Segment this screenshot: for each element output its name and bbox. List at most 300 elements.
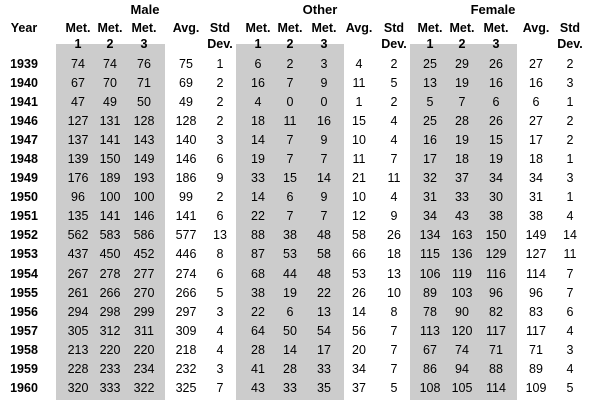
other-met1-cell: 68 <box>251 266 265 281</box>
female-met2-cell: 37 <box>455 171 469 186</box>
male-met3-cell: 277 <box>133 266 155 281</box>
male-avg-cell: 446 <box>175 247 197 262</box>
male-met3-cell: 270 <box>133 285 155 300</box>
other-avg-cell: 10 <box>352 190 366 205</box>
table-row <box>0 265 600 284</box>
year-cell: 1940 <box>10 76 38 91</box>
male-avg-cell: 75 <box>179 57 193 71</box>
header-male-std: Std Dev. <box>207 21 233 51</box>
other-std-cell: 4 <box>390 133 398 148</box>
male-met3-cell: 128 <box>133 114 155 129</box>
male-met1-cell: 137 <box>67 133 89 148</box>
other-avg-cell: 20 <box>352 342 366 357</box>
male-met3-cell: 322 <box>133 380 155 395</box>
female-avg-cell: 117 <box>526 323 546 338</box>
female-std-cell: 3 <box>566 76 574 91</box>
male-met2-cell: 49 <box>103 95 117 110</box>
female-std-cell: 1 <box>566 152 574 167</box>
male-met3-cell: 100 <box>133 190 155 205</box>
other-avg-cell: 10 <box>352 133 366 148</box>
year-cell: 1948 <box>10 152 38 167</box>
male-met1-cell: 213 <box>67 342 89 357</box>
male-met1-cell: 562 <box>67 228 89 243</box>
other-avg-cell: 53 <box>352 266 366 281</box>
male-met3-cell: 143 <box>133 133 155 148</box>
other-met3-cell: 9 <box>320 133 328 148</box>
other-met2-cell: 6 <box>286 304 294 319</box>
table-row <box>0 379 600 398</box>
year-cell: 1956 <box>10 304 38 319</box>
header-male-met1: Met. 1 <box>65 21 91 51</box>
male-met3-cell: 146 <box>133 209 155 224</box>
table-row <box>0 245 600 264</box>
table-row <box>0 284 600 303</box>
female-met1-cell: 89 <box>423 285 437 300</box>
other-met1-cell: 14 <box>251 190 265 205</box>
male-met1-cell: 47 <box>71 95 85 110</box>
female-met1-cell: 134 <box>419 228 441 243</box>
female-met1-cell: 115 <box>420 247 440 262</box>
other-avg-cell: 58 <box>352 228 366 243</box>
male-std-cell: 3 <box>216 133 224 148</box>
male-std-cell: 4 <box>216 323 224 338</box>
other-met1-cell: 64 <box>251 323 265 338</box>
group-male-header: Male <box>130 2 160 17</box>
female-met1-cell: 31 <box>423 190 437 205</box>
female-met3-cell: 26 <box>489 57 503 71</box>
male-std-cell: 2 <box>216 95 224 110</box>
female-met1-cell: 67 <box>423 342 437 357</box>
male-std-cell: 5 <box>216 285 224 300</box>
male-avg-cell: 266 <box>175 285 197 300</box>
female-met1-cell: 113 <box>420 323 440 338</box>
other-std-cell: 10 <box>387 285 401 300</box>
male-avg-cell: 577 <box>175 228 197 243</box>
year-cell: 1957 <box>10 323 38 338</box>
female-std-cell: 4 <box>566 361 574 376</box>
table-row <box>0 112 600 131</box>
table-row <box>0 169 600 188</box>
female-met2-cell: 43 <box>455 209 469 224</box>
year-cell: 1939 <box>10 57 38 71</box>
male-std-cell: 9 <box>216 171 224 186</box>
female-std-cell: 1 <box>566 190 574 205</box>
header-female-met2: Met. 2 <box>449 21 475 51</box>
header-other-std: Std Dev. <box>381 21 407 51</box>
male-avg-cell: 49 <box>179 95 193 110</box>
male-std-cell: 1 <box>216 57 224 71</box>
other-avg-cell: 4 <box>355 57 363 71</box>
other-met1-cell: 28 <box>251 342 265 357</box>
male-std-cell: 2 <box>216 190 224 205</box>
male-met1-cell: 305 <box>67 323 89 338</box>
year-cell: 1949 <box>10 171 38 186</box>
other-met2-cell: 53 <box>283 247 297 262</box>
female-avg-cell: 96 <box>529 285 543 300</box>
male-met3-cell: 76 <box>137 57 151 71</box>
other-avg-cell: 66 <box>352 247 366 262</box>
female-met1-cell: 13 <box>423 76 437 91</box>
male-met1-cell: 437 <box>67 247 89 262</box>
female-avg-cell: 27 <box>529 57 543 71</box>
female-met2-cell: 120 <box>451 323 473 338</box>
female-std-cell: 14 <box>563 228 577 243</box>
year-cell: 1946 <box>10 114 38 129</box>
male-met2-cell: 70 <box>103 76 117 91</box>
other-std-cell: 7 <box>390 323 398 338</box>
male-avg-cell: 128 <box>175 114 197 129</box>
female-met3-cell: 6 <box>492 95 500 110</box>
other-met1-cell: 22 <box>251 304 265 319</box>
other-met3-cell: 16 <box>317 114 331 129</box>
other-met1-cell: 16 <box>251 76 265 91</box>
year-cell: 1954 <box>10 266 38 281</box>
year-header: Year <box>10 21 38 35</box>
table-row <box>0 74 600 93</box>
female-met3-cell: 150 <box>485 228 507 243</box>
male-met1-cell: 67 <box>71 76 85 91</box>
female-met2-cell: 19 <box>455 133 469 148</box>
other-met2-cell: 7 <box>286 152 294 167</box>
year-cell: 1941 <box>10 95 38 110</box>
male-met3-cell: 234 <box>133 361 155 376</box>
female-met2-cell: 74 <box>455 342 469 357</box>
male-met2-cell: 233 <box>99 361 121 376</box>
female-met3-cell: 38 <box>489 209 503 224</box>
table-row <box>0 55 600 74</box>
female-avg-cell: 27 <box>529 114 543 129</box>
group-female-header: Female <box>470 2 516 17</box>
other-avg-cell: 1 <box>355 95 363 110</box>
male-std-cell: 6 <box>216 152 224 167</box>
female-std-cell: 4 <box>566 323 574 338</box>
male-met2-cell: 298 <box>99 304 121 319</box>
male-avg-cell: 146 <box>175 152 197 167</box>
male-met3-cell: 220 <box>133 342 155 357</box>
male-avg-cell: 218 <box>175 342 197 357</box>
other-met3-cell: 54 <box>317 323 331 338</box>
male-met2-cell: 74 <box>103 57 117 71</box>
header-female-met1: Met. 1 <box>417 21 443 51</box>
header-male-met3: Met. 3 <box>131 21 157 51</box>
other-avg-cell: 15 <box>352 114 366 129</box>
male-std-cell: 13 <box>213 228 227 243</box>
other-met3-cell: 17 <box>317 342 331 357</box>
other-met1-cell: 6 <box>254 57 262 71</box>
other-met3-cell: 9 <box>320 190 328 205</box>
other-met3-cell: 7 <box>320 209 328 224</box>
male-met1-cell: 320 <box>67 380 89 395</box>
other-std-cell: 18 <box>387 247 401 262</box>
header-female-avg: Avg. <box>522 21 550 35</box>
other-met1-cell: 19 <box>251 152 265 167</box>
year-cell: 1958 <box>10 342 38 357</box>
male-met1-cell: 261 <box>67 285 89 300</box>
year-cell: 1951 <box>10 209 38 224</box>
male-avg-cell: 309 <box>175 323 197 338</box>
male-std-cell: 3 <box>216 361 224 376</box>
female-met2-cell: 90 <box>455 304 469 319</box>
female-met2-cell: 103 <box>451 285 473 300</box>
male-avg-cell: 69 <box>179 76 193 91</box>
female-met2-cell: 29 <box>455 57 469 71</box>
female-avg-cell: 16 <box>529 76 543 91</box>
female-std-cell: 7 <box>566 266 574 281</box>
other-std-cell: 7 <box>390 361 398 376</box>
male-std-cell: 7 <box>216 380 224 395</box>
female-std-cell: 4 <box>566 209 574 224</box>
header-other-met2: Met. 2 <box>277 21 303 51</box>
female-met2-cell: 19 <box>455 76 469 91</box>
female-met3-cell: 129 <box>485 247 507 262</box>
male-std-cell: 6 <box>216 266 224 281</box>
male-std-cell: 2 <box>216 76 224 91</box>
female-met3-cell: 71 <box>489 342 503 357</box>
female-met1-cell: 106 <box>419 266 441 281</box>
other-avg-cell: 11 <box>352 152 366 167</box>
female-avg-cell: 34 <box>529 171 543 186</box>
male-met1-cell: 96 <box>71 190 85 205</box>
male-avg-cell: 141 <box>175 209 197 224</box>
other-met2-cell: 7 <box>286 76 294 91</box>
year-cell: 1959 <box>10 361 38 376</box>
other-std-cell: 5 <box>390 76 398 91</box>
other-avg-cell: 26 <box>352 285 366 300</box>
female-std-cell: 7 <box>566 285 574 300</box>
female-met3-cell: 96 <box>489 285 503 300</box>
year-cell: 1953 <box>10 247 38 262</box>
male-std-cell: 3 <box>216 304 224 319</box>
header-other-avg: Avg. <box>345 21 373 35</box>
male-met2-cell: 312 <box>99 323 121 338</box>
female-met3-cell: 19 <box>489 152 503 167</box>
male-met1-cell: 127 <box>67 114 89 129</box>
female-met1-cell: 25 <box>423 114 437 129</box>
male-avg-cell: 99 <box>179 190 193 205</box>
table-row <box>0 207 600 226</box>
table-row <box>0 93 600 112</box>
male-met3-cell: 299 <box>133 304 155 319</box>
other-met2-cell: 7 <box>286 133 294 148</box>
table-row <box>0 226 600 245</box>
male-avg-cell: 325 <box>175 380 197 395</box>
male-avg-cell: 232 <box>175 361 197 376</box>
male-met2-cell: 131 <box>99 114 121 129</box>
other-std-cell: 7 <box>390 152 398 167</box>
other-avg-cell: 14 <box>352 304 366 319</box>
other-std-cell: 2 <box>390 95 398 110</box>
male-met2-cell: 189 <box>99 171 121 186</box>
other-met2-cell: 28 <box>283 361 297 376</box>
year-cell: 1952 <box>10 228 38 243</box>
other-met1-cell: 43 <box>251 380 265 395</box>
male-met3-cell: 149 <box>133 152 155 167</box>
other-met2-cell: 14 <box>283 342 297 357</box>
female-met3-cell: 26 <box>489 114 503 129</box>
other-met1-cell: 88 <box>251 228 265 243</box>
other-avg-cell: 12 <box>352 209 366 224</box>
year-cell: 1950 <box>10 190 38 205</box>
female-met1-cell: 17 <box>423 152 437 167</box>
male-met1-cell: 135 <box>67 209 89 224</box>
other-met3-cell: 48 <box>317 228 331 243</box>
other-met2-cell: 38 <box>283 228 297 243</box>
female-std-cell: 5 <box>566 380 574 395</box>
female-met3-cell: 15 <box>489 133 503 148</box>
female-met2-cell: 28 <box>455 114 469 129</box>
other-std-cell: 13 <box>387 266 401 281</box>
female-met3-cell: 30 <box>489 190 503 205</box>
male-met2-cell: 266 <box>99 285 121 300</box>
other-met3-cell: 14 <box>317 171 331 186</box>
header-male-avg: Avg. <box>172 21 200 35</box>
female-avg-cell: 71 <box>529 342 543 357</box>
female-met1-cell: 78 <box>423 304 437 319</box>
female-std-cell: 1 <box>566 95 574 110</box>
female-met1-cell: 32 <box>423 171 437 186</box>
female-avg-cell: 83 <box>529 304 543 319</box>
other-met1-cell: 14 <box>251 133 265 148</box>
female-met2-cell: 119 <box>452 266 472 281</box>
female-avg-cell: 114 <box>526 266 546 281</box>
other-avg-cell: 37 <box>352 380 366 395</box>
other-avg-cell: 56 <box>352 323 366 338</box>
other-met1-cell: 38 <box>251 285 265 300</box>
other-std-cell: 9 <box>390 209 398 224</box>
female-avg-cell: 89 <box>529 361 543 376</box>
male-avg-cell: 274 <box>175 266 197 281</box>
male-met2-cell: 150 <box>99 152 121 167</box>
female-met2-cell: 105 <box>451 380 473 395</box>
year-cell: 1947 <box>10 133 38 148</box>
female-avg-cell: 31 <box>529 190 543 205</box>
female-met2-cell: 163 <box>451 228 473 243</box>
female-avg-cell: 38 <box>529 209 543 224</box>
other-met1-cell: 4 <box>254 95 262 110</box>
male-std-cell: 8 <box>216 247 224 262</box>
table-row <box>0 303 600 322</box>
female-met1-cell: 108 <box>419 380 441 395</box>
male-met2-cell: 333 <box>99 380 121 395</box>
female-std-cell: 2 <box>566 114 574 129</box>
female-met1-cell: 25 <box>423 57 437 71</box>
other-std-cell: 4 <box>390 190 398 205</box>
female-met2-cell: 18 <box>455 152 469 167</box>
male-met3-cell: 71 <box>137 76 151 91</box>
header-female-std: Std Dev. <box>557 21 583 51</box>
male-avg-cell: 186 <box>175 171 197 186</box>
female-avg-cell: 109 <box>525 380 547 395</box>
other-std-cell: 11 <box>387 171 401 186</box>
male-met3-cell: 311 <box>134 323 154 338</box>
other-met2-cell: 11 <box>283 114 297 129</box>
female-avg-cell: 6 <box>532 95 540 110</box>
header-male-met2: Met. 2 <box>97 21 123 51</box>
female-met2-cell: 94 <box>455 361 469 376</box>
male-std-cell: 2 <box>216 114 224 129</box>
male-met1-cell: 176 <box>67 171 89 186</box>
year-cell: 1955 <box>10 285 38 300</box>
male-met2-cell: 100 <box>99 190 121 205</box>
male-met3-cell: 50 <box>137 95 151 110</box>
female-met1-cell: 16 <box>423 133 437 148</box>
female-met1-cell: 86 <box>423 361 437 376</box>
male-met2-cell: 278 <box>99 266 121 281</box>
table-row <box>0 360 600 379</box>
other-met2-cell: 15 <box>283 171 297 186</box>
table-row <box>0 322 600 341</box>
other-std-cell: 8 <box>390 304 398 319</box>
other-met2-cell: 0 <box>286 95 294 110</box>
other-met3-cell: 33 <box>317 361 331 376</box>
male-std-cell: 6 <box>216 209 224 224</box>
other-met3-cell: 13 <box>317 304 331 319</box>
table-row <box>0 150 600 169</box>
female-met2-cell: 33 <box>455 190 469 205</box>
other-std-cell: 26 <box>387 228 401 243</box>
other-met1-cell: 18 <box>251 114 265 129</box>
other-met3-cell: 9 <box>320 76 328 91</box>
other-avg-cell: 21 <box>352 171 366 186</box>
other-met1-cell: 33 <box>251 171 265 186</box>
male-met2-cell: 450 <box>99 247 121 262</box>
table-row <box>0 188 600 207</box>
header-female-met3: Met. 3 <box>483 21 509 51</box>
female-met3-cell: 88 <box>489 361 503 376</box>
other-met2-cell: 44 <box>283 266 297 281</box>
group-other-header: Other <box>302 2 338 17</box>
female-std-cell: 3 <box>566 171 574 186</box>
female-met3-cell: 116 <box>486 266 506 281</box>
female-met3-cell: 117 <box>486 323 506 338</box>
header-other-met3: Met. 3 <box>311 21 337 51</box>
male-met3-cell: 452 <box>133 247 155 262</box>
other-met2-cell: 50 <box>283 323 297 338</box>
female-met3-cell: 34 <box>489 171 503 186</box>
data-table <box>0 55 600 398</box>
other-met3-cell: 22 <box>317 285 331 300</box>
female-avg-cell: 17 <box>529 133 543 148</box>
male-met2-cell: 583 <box>99 228 121 243</box>
year-cell: 1960 <box>10 380 38 395</box>
female-met2-cell: 7 <box>458 95 466 110</box>
female-met1-cell: 34 <box>423 209 437 224</box>
other-avg-cell: 34 <box>352 361 366 376</box>
other-met2-cell: 7 <box>286 209 294 224</box>
other-std-cell: 2 <box>390 57 398 71</box>
other-met2-cell: 19 <box>283 285 297 300</box>
male-met1-cell: 228 <box>67 361 89 376</box>
other-met3-cell: 0 <box>320 95 328 110</box>
other-std-cell: 4 <box>390 114 398 129</box>
other-met3-cell: 48 <box>317 266 331 281</box>
female-std-cell: 11 <box>563 247 577 262</box>
male-met2-cell: 141 <box>99 209 121 224</box>
other-met2-cell: 33 <box>283 380 297 395</box>
other-std-cell: 5 <box>390 380 398 395</box>
other-met1-cell: 41 <box>251 361 265 376</box>
other-met3-cell: 35 <box>317 380 331 395</box>
male-met2-cell: 220 <box>99 342 121 357</box>
other-met3-cell: 7 <box>320 152 328 167</box>
female-met2-cell: 136 <box>451 247 473 262</box>
female-met3-cell: 16 <box>489 76 503 91</box>
other-avg-cell: 11 <box>352 76 366 91</box>
male-met1-cell: 74 <box>71 57 85 71</box>
female-met3-cell: 82 <box>489 304 503 319</box>
male-met1-cell: 139 <box>67 152 89 167</box>
other-met2-cell: 2 <box>286 57 294 71</box>
